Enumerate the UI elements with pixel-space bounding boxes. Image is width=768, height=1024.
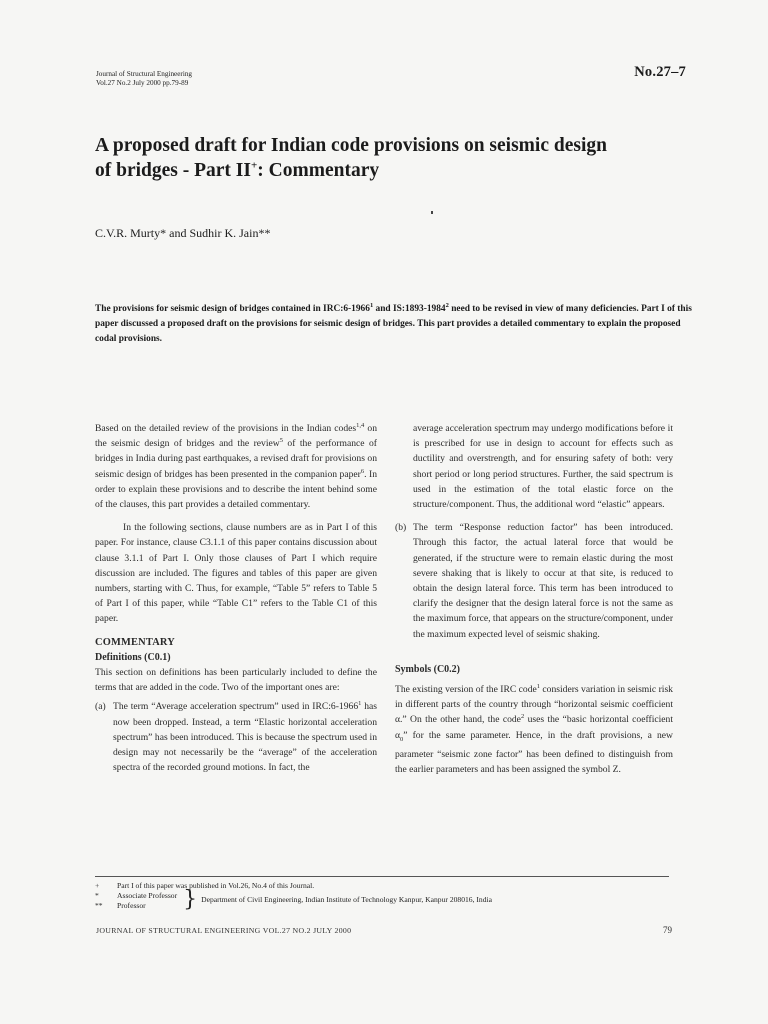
footnote-2 <box>95 891 177 901</box>
abstract-ref-2: 2 <box>445 301 449 309</box>
intro-text-c: of the performance of bridges in India during past earthquakes, a revised draft for provisions on seismic design of bridges has been presented in the companion paper <box>95 438 377 480</box>
intro-text-a: Based on the detailed review of the provisions in the Indian codes <box>95 423 357 434</box>
abstract-text-1: The provisions for seismic design of bridges contained in IRC:6-1966 <box>95 304 370 314</box>
footnote-1-text: Part I of this paper was published in Vol.26, No.4 of this Journal. <box>117 881 315 890</box>
paper-title <box>95 133 695 183</box>
brace-symbol: } <box>183 887 198 913</box>
left-column <box>95 421 377 775</box>
footnote-1-mark: + <box>95 881 100 890</box>
symbols-subscript: 0 <box>400 735 404 743</box>
footnote-3-text: Professor <box>117 901 146 911</box>
list-item-b-text: The term “Response reduction factor” has been introduced. Through this factor, the actual lateral force that would be generated, if the structure were to remain elastic during the most severe shaking that is likely to occur at that site, is reduced to obtain the design lateral force. This term has been introduced to clarify the designer that the design lateral force is not the same as the maximum force, that appears on the structure/component, under the maximum expected level of seismic shaking. <box>413 522 674 640</box>
item-a-text-2: has now been dropped. Instead, a term “Elastic horizontal acceleration spectrum” has been introduced. This is because the spectrum used in design may not necessarily be the “average” of the acceleration spectra of the recorded ground motions. In fact, the <box>113 701 378 774</box>
symbols-ref-2: 2 <box>520 713 525 721</box>
department-affiliation: Department of Civil Engineering, Indian Institute of Technology Kanpur, Kanpur 208016, India <box>201 895 493 905</box>
abstract <box>95 302 695 347</box>
right-column <box>395 421 673 777</box>
footnote-affiliation <box>95 887 493 913</box>
list-item-b-label: (b) <box>395 522 407 534</box>
journal-name: Journal of Structural Engineering <box>96 70 193 78</box>
symbols-heading: Symbols (C0.2) <box>395 663 461 675</box>
footnote-divider <box>95 876 669 877</box>
intro-ref-3: 6 <box>360 467 365 475</box>
intro-ref-2: 5 <box>279 437 283 445</box>
list-item-b <box>395 520 673 642</box>
intro-paragraph <box>95 421 377 512</box>
section-heading: COMMENTARY <box>95 636 175 648</box>
abstract-ref-1: 1 <box>369 301 374 309</box>
list-item-a-continued: average acceleration spectrum may undergo modifications before it is prescribed for use in design to account for effects such as ductility and overstrength, and for ensuring safety of both: very short period or long period structures. Further, the said spectrum is used in the estimation of the total elastic force on the structure/component. Thus, the additional word “elastic” appears. <box>413 423 673 511</box>
footnote-2-text: Associate Professor <box>117 891 178 901</box>
symbols-text-c: uses the “basic horizontal coefficient α <box>395 714 674 741</box>
list-item-a <box>95 699 377 775</box>
definitions-paragraph: This section on definitions has been particularly included to define the terms that are added in the code. Two of the important ones are: <box>95 667 377 694</box>
abstract-text-2: and IS:1893-1984 <box>373 304 446 314</box>
symbols-text-b: considers variation in seismic risk in different parts of the country through “horizontal seismic coefficient α.” On the other hand, the code <box>395 684 673 726</box>
symbols-paragraph <box>395 682 673 777</box>
footnote-1 <box>95 881 492 891</box>
stray-mark <box>431 211 433 214</box>
abstract-text-3: need to be revised in view of many deficiencies. Part I of this paper discussed a proposed draft on the provisions for seismic design of bridges. This part provides a detailed commentary to explain the proposed codal provisions. <box>95 304 692 344</box>
item-a-ref: 1 <box>358 700 362 708</box>
list-item-a-label: (a) <box>95 701 106 713</box>
list-item-a-text <box>113 699 377 775</box>
footnote-2-mark: * <box>95 891 99 901</box>
symbols-text-d: ” for the same parameter. Hence, in the draft provisions, a new parameter “seismic zone factor” has been defined to distinguish from the earlier parameters and has been assigned the symbol Z. <box>395 729 673 775</box>
article-number: No.27–7 <box>634 64 686 80</box>
page-number: 79 <box>663 925 672 935</box>
symbols-ref-1: 1 <box>536 682 541 690</box>
journal-issue: Vol.27 No.2 July 2000 pp.79-89 <box>96 79 189 87</box>
title-line-2-prefix: of bridges - Part II <box>95 160 251 181</box>
intro-text-d: . In order to explain these provisions and to describe the intent behind some of the clauses, this part provides a detailed commentary. <box>95 468 377 511</box>
symbols-text-a: The existing version of the IRC code <box>395 684 537 696</box>
title-line-1: A proposed draft for Indian code provisions on seismic design <box>95 135 607 156</box>
sections-paragraph: In the following sections, clause numbers are as in Part I of this paper. For instance, clause C3.1.1 of this paper contains discussion about clause 3.1.1 of Part I. Only those clauses of Part I which require discussion are included. The figures and tables of this paper are given numbers, starting with C. Thus, for example, “Table 5” refers to Table 5 of Part I of this paper, while “Table C1” refers to the Table C1 of this paper. <box>95 522 377 625</box>
item-a-text-1: The term “Average acceleration spectrum” used in IRC:6-1966 <box>113 701 359 713</box>
title-line-2 <box>95 158 695 183</box>
intro-text-b: on the seismic design of bridges and the review <box>95 423 377 450</box>
authors: C.V.R. Murty* and Sudhir K. Jain** <box>95 226 271 240</box>
footnote-roles <box>95 891 177 911</box>
intro-ref-1: 1,4 <box>356 421 365 429</box>
footnotes <box>95 881 492 912</box>
title-line-2-suffix: : Commentary <box>257 160 380 181</box>
journal-info <box>96 70 192 88</box>
footnote-3-mark: ** <box>95 901 103 911</box>
running-footer: JOURNAL OF STRUCTURAL ENGINEERING VOL.27 NO.2 JULY 2000 <box>96 926 352 935</box>
title-superscript: + <box>250 159 258 172</box>
footnote-3 <box>95 901 177 911</box>
definitions-heading: Definitions (C0.1) <box>95 651 171 663</box>
